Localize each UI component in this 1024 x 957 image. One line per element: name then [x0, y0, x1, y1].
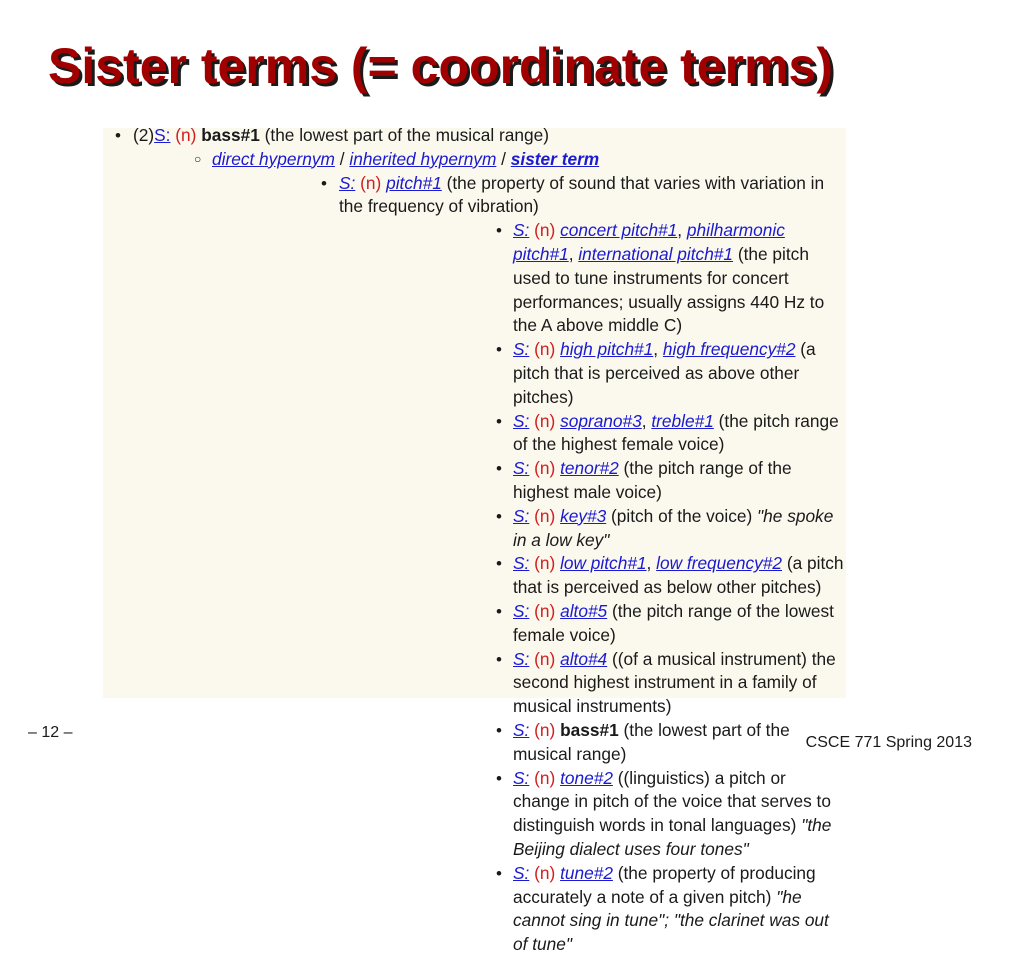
sense-link[interactable]: S:	[513, 648, 530, 669]
word-link[interactable]: tenor#2	[560, 458, 619, 479]
part-of-speech: (n)	[534, 458, 556, 479]
part-of-speech: (n)	[534, 862, 556, 883]
gloss: (a pitch that is perceived as above other pitches)	[513, 339, 816, 407]
word-link[interactable]: alto#5	[560, 600, 608, 621]
sister-term-item: • S: (n) soprano#3, treble#1 (the pitch range of the highest female voice)	[339, 410, 846, 458]
relation-links	[133, 148, 846, 957]
sister-term-item: • S: (n) low pitch#1, low frequency#2 (a pitch that is perceived as below other pitches)	[339, 552, 846, 600]
sister-term-list	[339, 219, 846, 957]
example-sentence: "he cannot sing in tune"; "the clarinet was out of tune"	[513, 886, 829, 955]
word-link[interactable]: low pitch#1	[560, 553, 647, 574]
part-of-speech: (n)	[360, 172, 382, 193]
separator: /	[501, 148, 506, 169]
hypernym-list	[212, 172, 846, 957]
gloss: (the pitch range of the highest male voice)	[513, 458, 792, 502]
sister-term-item: • S: (n) high pitch#1, high frequency#2 (a pitch that is perceived as above other pitches)	[339, 338, 846, 409]
word-link[interactable]: high pitch#1	[560, 339, 654, 360]
part-of-speech: (n)	[534, 553, 556, 574]
word-link[interactable]: philharmonic pitch#1	[513, 220, 785, 264]
part-of-speech: (n)	[534, 719, 556, 740]
gloss: (the property of producing accurately a note of a given pitch)	[513, 862, 816, 907]
part-of-speech: (n)	[534, 767, 556, 788]
word-link[interactable]: tune#2	[560, 862, 613, 883]
sister-term-item	[339, 862, 846, 957]
sister-term-item	[339, 719, 846, 767]
part-of-speech: (n)	[534, 505, 556, 526]
word-link[interactable]: international pitch#1	[578, 243, 734, 264]
part-of-speech: (n)	[175, 125, 197, 145]
sister-term-item: • S: (n) concert pitch#1, philharmonic pitch#1, international pitch#1 (the pitch used to tune instruments for concert performances; usually assigns 440 Hz to the A above middle C)	[339, 219, 846, 338]
sister-term-item	[339, 648, 846, 719]
wordnet-panel	[103, 125, 846, 955]
inherited-hypernym-link[interactable]: inherited hypernym	[349, 148, 497, 169]
sense-link[interactable]: S:	[513, 505, 530, 526]
gloss: (the lowest part of the musical range)	[513, 719, 790, 764]
word-link[interactable]: concert pitch#1	[560, 220, 678, 241]
part-of-speech: (n)	[534, 220, 556, 241]
part-of-speech: (n)	[534, 410, 556, 431]
gloss: ((of a musical instrument) the second highest instrument in a family of musical instruments)	[513, 648, 836, 717]
slide-title: Sister terms (= coordinate terms)	[48, 38, 833, 94]
sense-list	[103, 124, 846, 957]
sister-term-item	[339, 767, 846, 862]
hypernym-word-link[interactable]: pitch#1	[386, 172, 442, 193]
part-of-speech: (n)	[534, 339, 556, 360]
gloss: (the pitch range of the lowest female voice)	[513, 600, 834, 645]
word-link[interactable]: tone#2	[560, 767, 613, 788]
sense-link[interactable]: S:	[513, 862, 530, 883]
hypernym-item	[212, 172, 846, 957]
word-link[interactable]: treble#1	[651, 410, 714, 431]
gloss: (the lowest part of the musical range)	[264, 125, 549, 145]
sister-term-item	[339, 457, 846, 505]
sense-link[interactable]: S:	[513, 553, 530, 574]
sense-link[interactable]: S:	[513, 767, 530, 788]
sense-link[interactable]: S:	[339, 172, 356, 193]
word-link[interactable]: key#3	[560, 505, 607, 526]
sense-index: (2)	[133, 125, 155, 145]
current-word: bass#1	[560, 719, 619, 740]
part-of-speech: (n)	[534, 600, 556, 621]
example-sentence: "he spoke in a low key"	[513, 505, 834, 550]
word-link[interactable]: high frequency#2	[662, 339, 796, 360]
gloss: ((linguistics) a pitch or change in pitch of the voice that serves to distinguish words in tonal languages)	[513, 767, 831, 836]
gloss: (pitch of the voice)	[611, 505, 753, 526]
direct-hypernym-link[interactable]: direct hypernym	[212, 148, 335, 169]
sister-term-item	[339, 505, 846, 553]
sense-link[interactable]: S:	[513, 719, 530, 740]
sense-link[interactable]: S:	[513, 220, 530, 241]
sense-link[interactable]: S:	[513, 458, 530, 479]
course-footer: CSCE 771 Spring 2013	[805, 734, 972, 751]
part-of-speech: (n)	[534, 648, 556, 669]
current-word: bass#1	[201, 125, 260, 145]
sense-link[interactable]: S:	[154, 125, 171, 145]
word-link[interactable]: soprano#3	[560, 410, 642, 431]
gloss: (the property of sound that varies with variation in the frequency of vibration)	[339, 172, 825, 217]
sister-term-item	[339, 600, 846, 648]
sense-link[interactable]: S:	[513, 410, 530, 431]
gloss: (a pitch that is perceived as below other pitches)	[513, 553, 844, 598]
word-link[interactable]: alto#4	[560, 648, 608, 669]
example-sentence: "the Beijing dialect uses four tones"	[513, 815, 832, 859]
sense-link[interactable]: S:	[513, 339, 530, 360]
gloss: (the pitch range of the highest female voice)	[513, 410, 839, 455]
sense-link[interactable]: S:	[513, 600, 530, 621]
gloss: (the pitch used to tune instruments for concert performances; usually assigns 440 Hz to the A above middle C)	[513, 243, 825, 336]
relation-list	[133, 148, 846, 957]
sister-term-link[interactable]: sister term	[510, 148, 600, 169]
page-number: – 12 –	[28, 724, 73, 741]
separator: /	[339, 148, 345, 169]
word-link[interactable]: low frequency#2	[656, 553, 783, 574]
sense-item	[103, 124, 846, 957]
